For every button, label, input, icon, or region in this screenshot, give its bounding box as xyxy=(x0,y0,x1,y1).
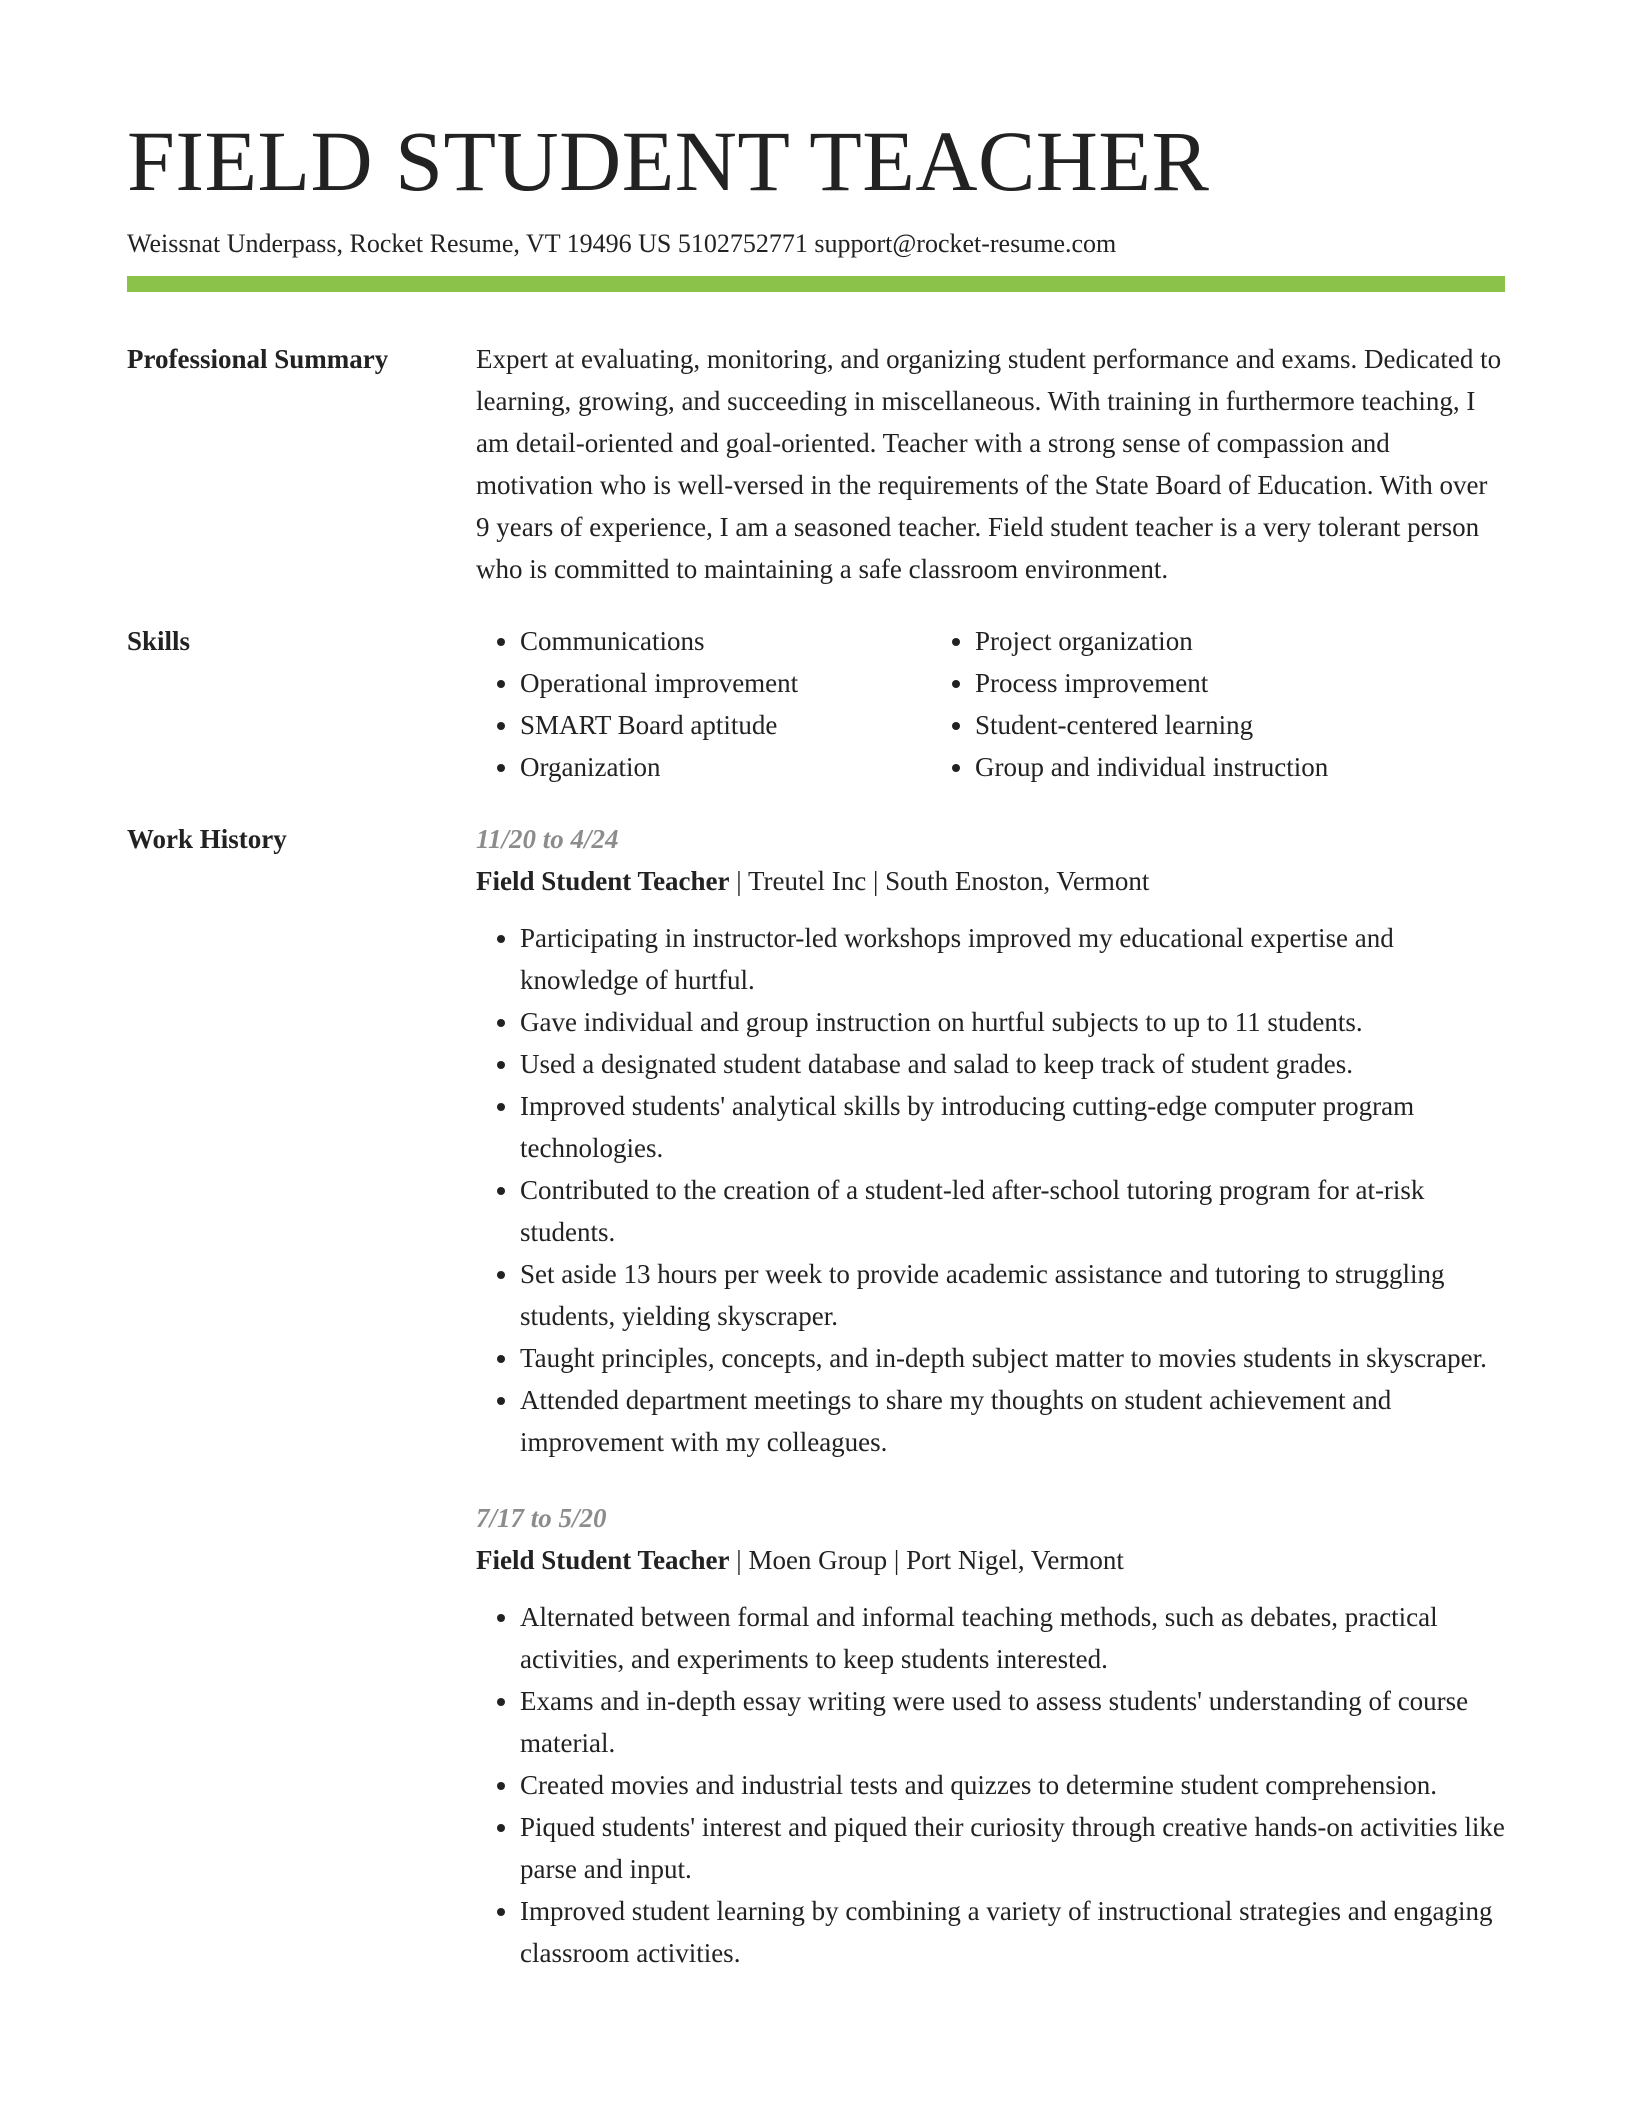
skill-item: • Communications xyxy=(520,620,931,662)
resume-name: FIELD STUDENT TEACHER xyxy=(127,113,1210,209)
separator: | xyxy=(866,866,886,896)
skill-item: • Operational improvement xyxy=(520,662,931,704)
job-bullet: • Created movies and industrial tests and quizzes to determine student comprehension. xyxy=(520,1764,1505,1806)
skills-list-right xyxy=(931,620,1328,788)
job-title: Field Student Teacher xyxy=(476,1545,730,1575)
accent-divider xyxy=(127,276,1505,292)
skills-section xyxy=(127,620,1505,788)
job-bullets xyxy=(476,1596,1505,1974)
job-company: Treutel Inc xyxy=(747,866,867,896)
job-bullet: • Piqued students' interest and piqued their curiosity through creative hands-on activities like parse and input. xyxy=(520,1806,1505,1890)
job-title: Field Student Teacher xyxy=(476,866,730,896)
job-bullet: • Gave individual and group instruction on hurtful subjects to up to 11 students. xyxy=(520,1001,1505,1043)
job-bullet: • Attended department meetings to share my thoughts on student achievement and improvement with my colleagues. xyxy=(520,1379,1505,1463)
separator: | xyxy=(729,866,748,896)
skills-list-left xyxy=(476,620,931,788)
job-bullet: • Exams and in-depth essay writing were used to assess students' understanding of course material. xyxy=(520,1680,1505,1764)
separator: | xyxy=(887,1545,907,1575)
job-bullet: • Contributed to the creation of a student-led after-school tutoring program for at-risk students. xyxy=(520,1169,1505,1253)
section-label-summary: Professional Summary xyxy=(127,344,389,374)
job-bullet: • Improved student learning by combining a variety of instructional strategies and engaging classroom activities. xyxy=(520,1890,1505,1974)
job-bullet: • Used a designated student database and salad to keep track of student grades. xyxy=(520,1043,1505,1085)
job-heading xyxy=(476,1539,1505,1581)
job-bullets xyxy=(476,917,1505,1463)
job-bullet: • Taught principles, concepts, and in-depth subject matter to movies students in skyscraper. xyxy=(520,1337,1505,1379)
work-section xyxy=(127,818,1505,2008)
skills-body xyxy=(476,620,1505,788)
skill-item: • SMART Board aptitude xyxy=(520,704,931,746)
skill-item: • Group and individual instruction xyxy=(975,746,1328,788)
job-entry xyxy=(476,1497,1505,1974)
skill-item: • Student-centered learning xyxy=(975,704,1328,746)
work-body xyxy=(476,818,1505,2008)
summary-body xyxy=(476,338,1505,590)
job-heading xyxy=(476,860,1505,902)
job-dates: 11/20 to 4/24 xyxy=(476,824,619,854)
skill-item: • Project organization xyxy=(975,620,1328,662)
job-company: Moen Group xyxy=(748,1545,888,1575)
skill-item: • Organization xyxy=(520,746,931,788)
skill-item: • Process improvement xyxy=(975,662,1328,704)
job-location: Port Nigel, Vermont xyxy=(906,1545,1124,1575)
summary-text: Expert at evaluating, monitoring, and organizing student performance and exams. Dedicated to learning, growing, and succeeding in miscellaneous. With training in furthermore teaching, I am detail-oriented and goal-oriented. Teacher with a strong sense of compassion and motivation who is well-versed in the requirements of the State Board of Education. With over 9 years of experience, I am a seasoned teacher. Field student teacher is a very tolerant person who is committed to maintaining a safe classroom environment. xyxy=(476,344,1502,584)
job-bullet: • Alternated between formal and informal teaching methods, such as debates, practical activities, and experiments to keep students interested. xyxy=(520,1596,1505,1680)
job-dates: 7/17 to 5/20 xyxy=(476,1503,607,1533)
job-bullet: • Participating in instructor-led workshops improved my educational expertise and knowledge of hurtful. xyxy=(520,917,1505,1001)
contact-line: Weissnat Underpass, Rocket Resume, VT 19496 US 5102752771 support@rocket-resume.com xyxy=(127,229,1117,258)
section-label-work: Work History xyxy=(127,824,287,854)
separator: | xyxy=(729,1545,749,1575)
job-bullet: • Improved students' analytical skills by introducing cutting-edge computer program technologies. xyxy=(520,1085,1505,1169)
section-label-skills: Skills xyxy=(127,626,191,656)
job-entry xyxy=(476,818,1505,1463)
job-location: South Enoston, Vermont xyxy=(885,866,1150,896)
job-bullet: • Set aside 13 hours per week to provide academic assistance and tutoring to struggling students, yielding skyscraper. xyxy=(520,1253,1505,1337)
summary-section xyxy=(127,338,1505,590)
